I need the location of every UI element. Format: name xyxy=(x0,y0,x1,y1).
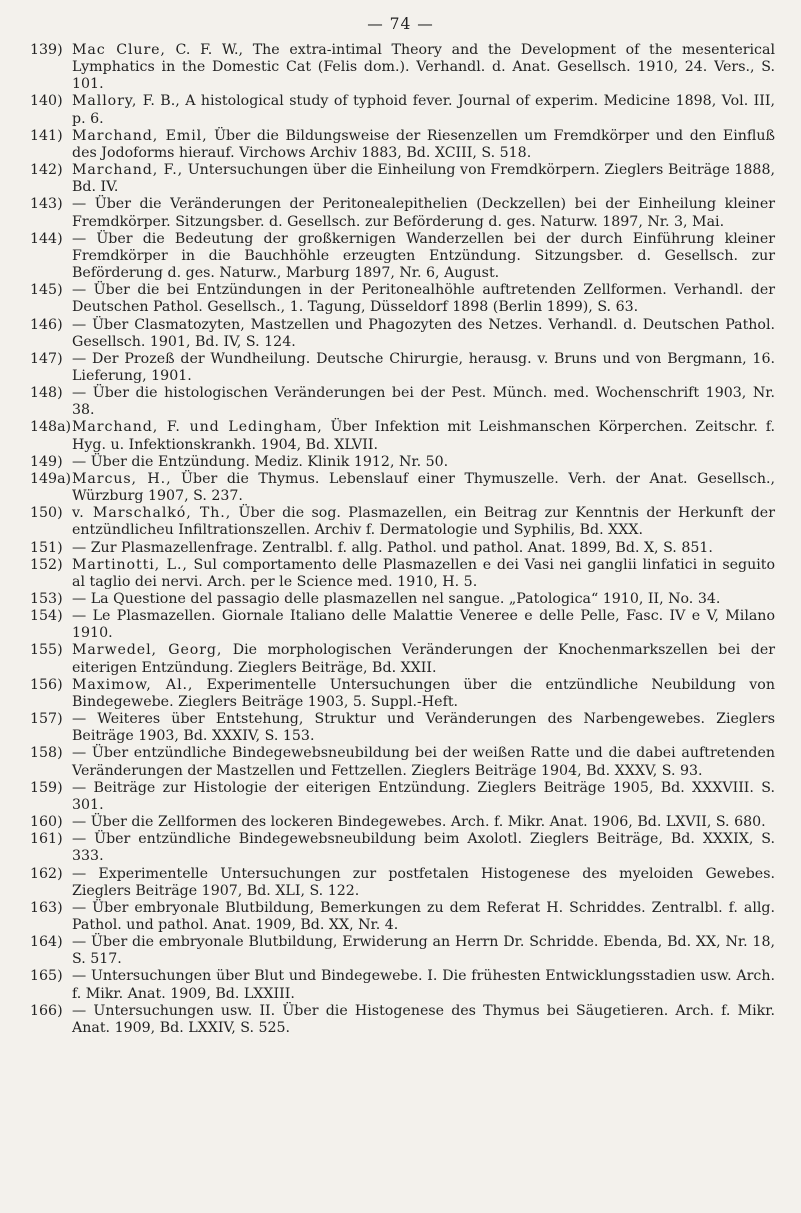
reference-number: 155) xyxy=(30,642,63,659)
reference-number: 166) xyxy=(30,1002,63,1019)
reference-body: — Über die Veränderungen der Peritonealepithelien (Deckzellen) bei der Einheilung kleiner Fremdkörper. Sitzungsber. d. Gesellsch. zur Beförderung d. ges. Naturw. 1897, Nr. 3, Mai. xyxy=(72,196,775,230)
reference-text xyxy=(72,231,775,282)
reference-number: 149) xyxy=(30,453,63,470)
reference-number: 148) xyxy=(30,385,63,402)
reference-text xyxy=(72,968,775,1002)
reference-entry xyxy=(26,162,775,196)
reference-body: — Le Plasmazellen. Giornale Italiano delle Malattie Veneree e delle Pelle, Fasc. IV e V, Milano 1910. xyxy=(72,608,775,642)
reference-body: F. B., A histological study of typhoid fever. Journal of experim. Medicine 1898, Vol. III, p. 6. xyxy=(72,93,775,127)
reference-body: — La Questione del passagio delle plasmazellen nel sangue. „Patologica“ 1910, II, No. 34. xyxy=(72,591,721,607)
reference-body: — Über die embryonale Blutbildung, Erwiderung an Herrn Dr. Schridde. Ebenda, Bd. XX, Nr. 18, S. 517. xyxy=(72,934,775,968)
reference-author: Marwedel, Georg, xyxy=(72,642,223,659)
reference-number: 163) xyxy=(30,899,63,916)
reference-entry xyxy=(26,934,775,968)
reference-entry xyxy=(26,831,775,865)
reference-entry xyxy=(26,1003,775,1037)
reference-entry xyxy=(26,196,775,230)
reference-entry xyxy=(26,866,775,900)
reference-body: — Beiträge zur Histologie der eiterigen Entzündung. Zieglers Beiträge 1905, Bd. XXXVIII. S. 301. xyxy=(72,779,775,813)
reference-author: Mac Clure, xyxy=(72,42,166,58)
reference-entry xyxy=(26,968,775,1002)
reference-number: 160) xyxy=(30,814,63,831)
reference-body: Über die Thymus. Lebenslauf einer Thymuszelle. Verh. der Anat. Gesellsch., Würzburg 1907, S. 237. xyxy=(72,470,775,505)
reference-body: — Über die Bedeutung der großkernigen Wanderzellen bei der durch Einführung kleiner Fremdkörper in die Bauchhöhle erzeugten Entzündung. Sitzungsber. d. Gesellsch. zur Beförderung d. ges. Naturw., Marburg 1897, Nr. 6, August. xyxy=(72,230,775,282)
reference-body: C. F. W., The extra-intimal Theory and the Development of the mesenterical Lymphatics in the Domestic Cat (Felis dom.). Verhandl. d. Anat. Gesellsch. 1910, 24. Vers., S. 101. xyxy=(72,42,775,93)
reference-entry xyxy=(26,385,775,419)
reference-text xyxy=(72,866,775,900)
reference-entry xyxy=(26,557,775,591)
reference-entry xyxy=(26,93,775,127)
reference-text xyxy=(72,162,775,196)
reference-text xyxy=(72,419,775,453)
reference-entry xyxy=(26,128,775,162)
reference-body: — Über die bei Entzündungen in der Peritonealhöhle auftretenden Zellformen. Verhandl. der Deutschen Pathol. Gesellsch., 1. Tagung, Düsseldorf 1898 (Berlin 1899), S. 63. xyxy=(72,282,775,316)
reference-text xyxy=(72,93,775,127)
reference-author: Marchand, F., xyxy=(72,162,184,179)
reference-number: 152) xyxy=(30,556,63,573)
reference-entry xyxy=(26,677,775,711)
reference-entry xyxy=(26,505,775,539)
reference-body: Die morphologischen Veränderungen der Knochenmarkszellen bei der eiterigen Entzündung. Zieglers Beiträge, Bd. XXII. xyxy=(72,642,775,676)
reference-entry xyxy=(26,540,775,557)
reference-entry xyxy=(26,419,775,453)
reference-body: — Über die Zellformen des lockeren Bindegewebes. Arch. f. Mikr. Anat. 1906, Bd. LXVII, S. 680. xyxy=(72,814,766,831)
reference-number: 150) xyxy=(30,505,63,522)
reference-number: 147) xyxy=(30,350,63,367)
reference-body: — Über embryonale Blutbildung, Bemerkungen zu dem Referat H. Schriddes. Zentralbl. f. allg. Pathol. und pathol. Anat. 1909, Bd. XX, Nr. 4. xyxy=(72,899,775,933)
reference-text xyxy=(72,608,775,642)
reference-text xyxy=(72,900,775,934)
reference-text xyxy=(72,642,775,676)
reference-entry xyxy=(26,711,775,745)
reference-body: — Untersuchungen usw. II. Über die Histogenese des Thymus bei Säugetieren. Arch. f. Mikr. Anat. 1909, Bd. LXXIV, S. 525. xyxy=(72,1002,775,1036)
reference-number: 156) xyxy=(30,676,63,693)
reference-text xyxy=(72,557,775,591)
reference-number: 145) xyxy=(30,282,63,299)
reference-entry xyxy=(26,351,775,385)
reference-text xyxy=(72,196,775,230)
reference-text xyxy=(72,42,775,93)
reference-number: 149a) xyxy=(30,470,72,487)
reference-body: Über die sog. Plasmazellen, ein Beitrag zur Kenntnis der Herkunft der entzündlicheu Infiltrationszellen. Archiv f. Dermatologie und Syphilis, Bd. XXX. xyxy=(72,505,775,539)
reference-entry xyxy=(26,317,775,351)
reference-text xyxy=(72,128,775,162)
reference-text xyxy=(72,471,775,505)
reference-text xyxy=(72,351,775,385)
reference-entry xyxy=(26,745,775,779)
reference-text xyxy=(72,282,775,316)
reference-entry xyxy=(26,42,775,93)
reference-body: — Über die histologischen Veränderungen bei der Pest. Münch. med. Wochenschrift 1903, Nr. 38. xyxy=(72,385,775,419)
reference-entry xyxy=(26,608,775,642)
reference-text xyxy=(72,1003,775,1037)
reference-number: 141) xyxy=(30,127,63,144)
reference-entry xyxy=(26,282,775,316)
reference-text xyxy=(72,540,775,557)
reference-number: 153) xyxy=(30,591,63,607)
reference-entry xyxy=(26,814,775,831)
reference-number: 164) xyxy=(30,934,63,951)
reference-body: — Untersuchungen über Blut und Bindegewebe. I. Die frühesten Entwicklungsstadien usw. Arch. f. Mikr. Anat. 1909, Bd. LXXIII. xyxy=(72,968,775,1002)
reference-text xyxy=(72,454,775,471)
reference-author: v. Marschalkó, Th., xyxy=(72,505,232,522)
reference-entry xyxy=(26,471,775,505)
reference-author: Marchand, Emil, xyxy=(72,127,208,144)
reference-number: 165) xyxy=(30,968,63,985)
reference-entry xyxy=(26,231,775,282)
reference-number: 139) xyxy=(30,42,63,58)
reference-number: 157) xyxy=(30,711,63,728)
reference-number: 146) xyxy=(30,316,63,333)
reference-entry xyxy=(26,591,775,608)
reference-entry xyxy=(26,780,775,814)
reference-number: 144) xyxy=(30,230,63,247)
reference-body: Über die Bildungsweise der Riesenzellen um Fremdkörper und den Einfluß des Jodoforms hierauf. Virchows Archiv 1883, Bd. XCIII, S. 518. xyxy=(72,127,775,161)
reference-text xyxy=(72,745,775,779)
reference-body: — Zur Plasmazellenfrage. Zentralbl. f. allg. Pathol. und pathol. Anat. 1899, Bd. X, S. 851. xyxy=(72,539,713,556)
reference-text xyxy=(72,814,775,831)
reference-author: Marchand, F. und Ledingham, xyxy=(72,419,323,436)
reference-text xyxy=(72,934,775,968)
reference-author: Martinotti, L., xyxy=(72,556,188,573)
reference-number: 140) xyxy=(30,93,63,110)
reference-number: 161) xyxy=(30,831,63,848)
reference-number: 159) xyxy=(30,779,63,796)
reference-text xyxy=(72,317,775,351)
reference-body: Sul comportamento delle Plasmazellen e dei Vasi nei ganglii linfatici in seguito al taglio dei nervi. Arch. per le Science med. 1910, H. 5. xyxy=(72,556,775,590)
reference-entry xyxy=(26,454,775,471)
reference-number: 151) xyxy=(30,539,63,556)
reference-body: — Über entzündliche Bindegewebsneubildung beim Axolotl. Zieglers Beiträge, Bd. XXXIX, S. 333. xyxy=(72,831,775,865)
reference-text xyxy=(72,505,775,539)
reference-number: 148a) xyxy=(30,419,72,436)
reference-text xyxy=(72,385,775,419)
reference-body: Untersuchungen über die Einheilung von Fremdkörpern. Zieglers Beiträge 1888, Bd. IV. xyxy=(72,162,775,196)
reference-number: 143) xyxy=(30,196,63,213)
reference-number: 154) xyxy=(30,608,63,625)
reference-author: Maximow, Al., xyxy=(72,676,194,693)
reference-body: — Der Prozeß der Wundheilung. Deutsche Chirurgie, herausg. v. Bruns und von Bergmann, 16. Lieferung, 1901. xyxy=(72,350,775,384)
reference-body: Über Infektion mit Leishmanschen Körperchen. Zeitschr. f. Hyg. u. Infektionskrankh. 1904, Bd. XLVII. xyxy=(72,419,775,453)
reference-body: — Über entzündliche Bindegewebsneubildung bei der weißen Ratte und die dabei auftretenden Veränderungen der Mastzellen und Fettzellen. Zieglers Beiträge 1904, Bd. XXXV, S. 93. xyxy=(72,745,775,779)
reference-body: — Weiteres über Entstehung, Struktur und Veränderungen des Narbengewebes. Zieglers Beiträge 1903, Bd. XXXIV, S. 153. xyxy=(72,711,775,745)
reference-text xyxy=(72,831,775,865)
reference-number: 162) xyxy=(30,865,63,882)
reference-body: Experimentelle Untersuchungen über die entzündliche Neubildung von Bindegewebe. Zieglers Beiträge 1903, 5. Suppl.-Heft. xyxy=(72,676,775,710)
reference-author: Mallory, xyxy=(72,93,138,110)
reference-entry xyxy=(26,900,775,934)
reference-list xyxy=(26,42,775,1037)
page-number: — 74 — xyxy=(367,15,434,33)
reference-text xyxy=(72,711,775,745)
reference-text xyxy=(72,780,775,814)
reference-number: 142) xyxy=(30,162,63,179)
reference-author: Marcus, H., xyxy=(72,470,172,487)
reference-text xyxy=(72,591,775,608)
reference-text xyxy=(72,677,775,711)
reference-number: 158) xyxy=(30,745,63,762)
reference-body: — Über die Entzündung. Mediz. Klinik 1912, Nr. 50. xyxy=(72,453,449,470)
reference-body: — Über Clasmatozyten, Mastzellen und Phagozyten des Netzes. Verhandl. d. Deutschen Pathol. Gesellsch. 1901, Bd. IV, S. 124. xyxy=(72,316,775,350)
reference-entry xyxy=(26,642,775,676)
reference-body: — Experimentelle Untersuchungen zur postfetalen Histogenese des myeloiden Gewebes. Zieglers Beiträge 1907, Bd. XLI, S. 122. xyxy=(72,865,775,899)
